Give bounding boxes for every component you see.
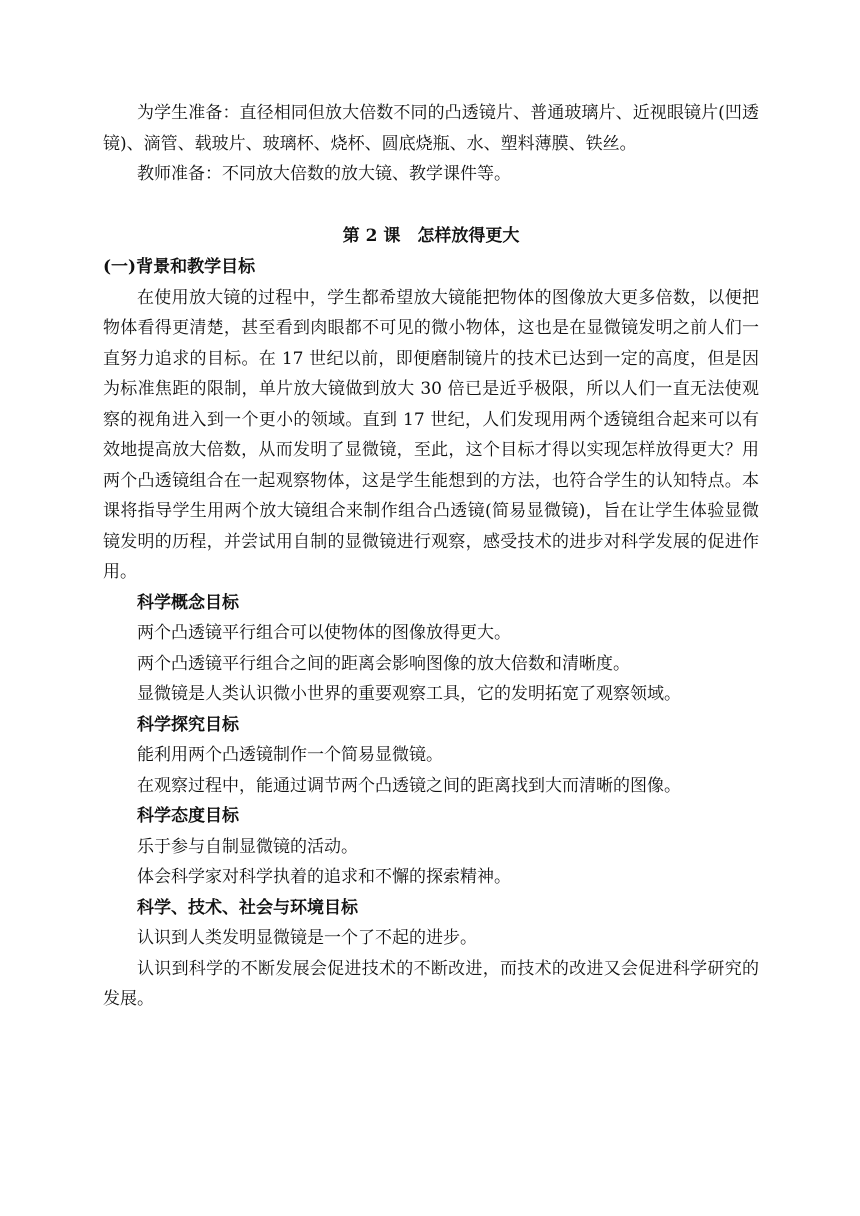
concept-goals-heading: 科学概念目标 [137,592,239,613]
concept-goal-item: 两个凸透镜平行组合可以使物体的图像放得更大。 [137,623,511,643]
attitude-goal-item: 乐于参与自制显微镜的活动。 [137,836,358,857]
sts-goal-item: 认识到人类发明显微镜是一个了不起的进步。 [137,928,477,948]
teacher-preparation: 教师准备：不同放大倍数的放大镜、教学课件等。 [137,164,511,184]
student-preparation: 为学生准备：直径相同但放大倍数不同的凸透镜片、普通玻璃片、近视眼镜片(凹透镜)、滴管、载玻片、玻璃杯、烧杯、圆底烧瓶、水、塑料薄膜、铁丝。 [103,103,759,154]
section-title: (一)背景和教学目标 [103,257,256,277]
attitude-goals-heading: 科学态度目标 [137,806,239,826]
sts-goals-heading: 科学、技术、社会与环境目标 [137,897,358,918]
inquiry-goals-heading: 科学探究目标 [137,714,239,735]
inquiry-goal-item: 能利用两个凸透镜制作一个简易显微镜。 [137,745,443,765]
concept-goal-item: 显微镜是人类认识微小世界的重要观察工具，它的发明拓宽了观察领域。 [137,684,681,704]
attitude-goal-item: 体会科学家对科学执着的追求和不懈的探索精神。 [137,867,511,887]
background-paragraph: 在使用放大镜的过程中，学生都希望放大镜能把物体的图像放大更多倍数，以便把物体看得更清楚，甚至看到肉眼都不可见的微小物体，这也是在显微镜发明之前人们一直努力追求的目标。在 17 世纪以前，即便磨制镜片的技术已达到一定的高度，但是因为标准焦距的限制，单片放大镜做到放大 30 倍已是近乎极限，所以人们一直无法使观察的视角进入到一个更小的领域。直到 17 世纪，人们发现用两个透镜组合起来可以有效地提高放大倍数，从而发明了显微镜，至此，这个目标才得以实现怎样放得更大？用两个凸透镜组合在一起观察物体，这是学生能想到的方法，也符合学生的认知特点。本课将指导学生用两个放大镜组合来制作组合凸透镜(简易显微镜)，旨在让学生体验显微镜发明的历程，并尝试用自制的显微镜进行观察，感受技术的进步对科学发展的促进作用。 [103,287,759,582]
document-page [103,98,759,1015]
concept-goal-item: 两个凸透镜平行组合之间的距离会影响图像的放大倍数和清晰度。 [137,653,630,674]
inquiry-goal-item: 在观察过程中，能通过调节两个凸透镜之间的距离找到大而清晰的图像。 [137,775,681,796]
lesson-title: 第 2 课 怎样放得更大 [342,225,520,246]
sts-goal-item: 认识到科学的不断发展会促进技术的不断改进，而技术的改进又会促进科学研究的发展。 [103,958,759,1009]
